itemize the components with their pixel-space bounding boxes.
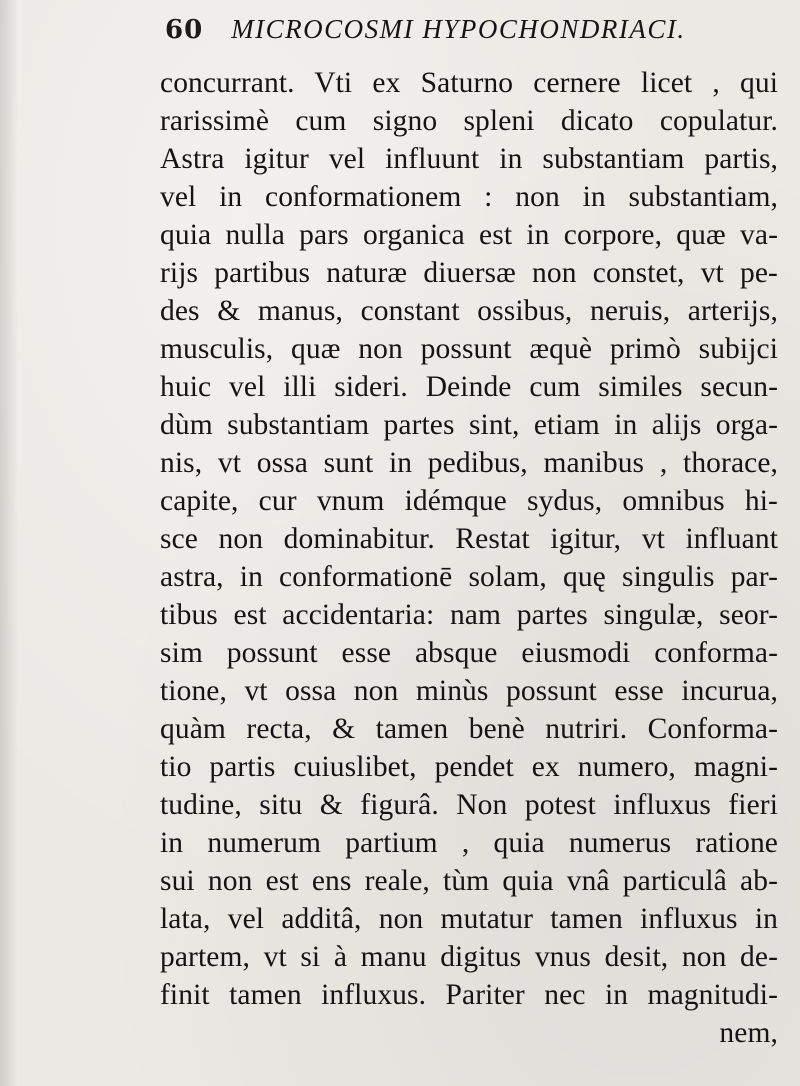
text-line: huic vel illi sideri. Deinde cum similes secun- xyxy=(160,371,778,403)
text-line: lata, vel additâ, non mutatur tamen influxus in xyxy=(160,903,778,935)
text-line: dùm substantiam partes sint, etiam in alijs orga- xyxy=(160,409,778,441)
page-number: 60 xyxy=(165,15,204,45)
text-line: quàm recta, & tamen benè nutriri. Conforma- xyxy=(160,713,778,745)
text-line: concurrant. Vti ex Saturno cernere licet , qui xyxy=(160,67,778,99)
text-line: sui non est ens reale, tùm quia vnâ particulâ ab- xyxy=(160,865,778,897)
text-line: rarissimè cum signo spleni dicato copulatur. xyxy=(160,105,778,137)
page-header xyxy=(165,14,686,60)
text-line: quia nulla pars organica est in corpore, quæ va- xyxy=(160,219,778,251)
running-title: MICROCOSMI HYPOCHONDRIACI. xyxy=(231,14,686,44)
text-line: partem, vt si à manu digitus vnus desit, non de- xyxy=(160,941,778,973)
text-line: tudine, situ & figurâ. Non potest influxus fieri xyxy=(160,789,778,821)
text-line: des & manus, constant ossibus, neruis, arterijs, xyxy=(160,295,778,327)
text-line: nis, vt ossa sunt in pedibus, manibus , thorace, xyxy=(160,447,778,479)
text-line: sim possunt esse absque eiusmodi conforma- xyxy=(160,637,778,669)
text-line: musculis, quæ non possunt æquè primò subijci xyxy=(160,333,778,365)
catchword-line: nem, xyxy=(719,1017,778,1049)
text-line: astra, in conformationē solam, quę singulis par- xyxy=(160,561,778,593)
text-line: sce non dominabitur. Restat igitur, vt influant xyxy=(160,523,778,555)
gutter-shadow xyxy=(0,0,18,1086)
text-line: finit tamen influxus. Pariter nec in magnitudi- xyxy=(160,979,778,1011)
text-line: tibus est accidentaria: nam partes singulæ, seor- xyxy=(160,599,778,631)
text-line: rijs partibus naturæ diuersæ non constet, vt pe- xyxy=(160,257,778,289)
text-line: capite, cur vnum idémque sydus, omnibus hi- xyxy=(160,485,778,517)
text-line: tio partis cuiuslibet, pendet ex numero, magni- xyxy=(160,751,778,783)
body-text xyxy=(160,64,778,1064)
text-line: vel in conformationem : non in substantiam, xyxy=(160,181,778,213)
text-line: Astra igitur vel influunt in substantiam partis, xyxy=(160,143,778,175)
text-line: in numerum partium , quia numerus ratione xyxy=(160,827,778,859)
text-line: tione, vt ossa non minùs possunt esse incurua, xyxy=(160,675,778,707)
